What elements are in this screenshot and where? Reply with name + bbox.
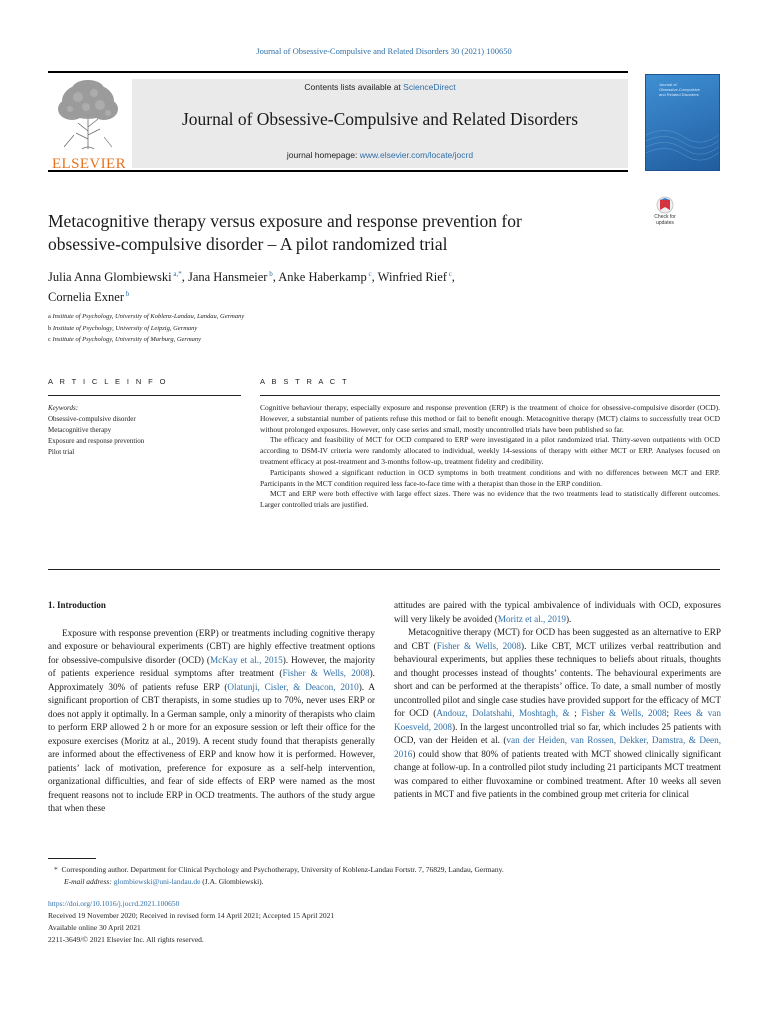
citation-link[interactable]: Andouz, Dolatshahi, Moshtagh, & bbox=[436, 708, 575, 718]
crossmark-label-line: Check for bbox=[654, 214, 676, 220]
citation-link[interactable]: Fisher & Wells, 2008 bbox=[282, 668, 370, 678]
journal-homepage-link[interactable]: www.elsevier.com/locate/jocrd bbox=[359, 150, 474, 160]
author-separator: , bbox=[181, 270, 188, 284]
affiliation-text: Institute of Psychology, University of Leipzig, Germany bbox=[52, 324, 198, 332]
received-dates: Received 19 November 2020; Received in revised form 14 April 2021; Accepted 15 April 2021 bbox=[48, 911, 335, 920]
citation-link[interactable]: Rees & van Koesveld, 2008 bbox=[394, 708, 721, 732]
cover-line: Journal of bbox=[659, 82, 677, 87]
email-note bbox=[54, 876, 724, 888]
corresponding-author-note bbox=[54, 864, 724, 876]
body-text: ). Like CBT, MCT utilizes verbal reattribution and behavioural experiments, but applies these techniques to beliefs about rituals, thoughts and thought processes instead of thoughts’ contents. The behavioural experiments are short and can be performed at the therapists’ office. To date, a small number of mostly uncontrolled pilot and single case studies have provided support for the efficacy of MCT for OCD ( bbox=[394, 640, 721, 718]
sciencedirect-link[interactable]: ScienceDirect bbox=[403, 82, 456, 92]
keywords-block bbox=[48, 403, 238, 458]
crossmark-label bbox=[648, 214, 682, 226]
keyword: Metacognitive therapy bbox=[48, 426, 112, 434]
affiliations bbox=[48, 311, 648, 346]
affiliation-key: b bbox=[48, 324, 53, 332]
keywords-label: Keywords: bbox=[48, 404, 79, 412]
affiliation-line bbox=[48, 323, 648, 335]
body-paragraph bbox=[394, 599, 721, 626]
online-date: Available online 30 April 2021 bbox=[48, 923, 141, 932]
copyright-line: 2211-3649/© 2021 Elsevier Inc. All rights reserved. bbox=[48, 935, 204, 944]
publication-info bbox=[48, 898, 648, 946]
email-label: E-mail address: bbox=[64, 877, 112, 886]
homepage-prefix: journal homepage: bbox=[286, 150, 360, 160]
citation-link[interactable]: Olatunji, Cisler, & Deacon, 2010 bbox=[227, 681, 359, 692]
article-title-line: Metacognitive therapy versus exposure and response prevention for bbox=[48, 211, 522, 231]
journal-masthead bbox=[48, 71, 628, 172]
affiliation-key: a bbox=[48, 313, 53, 320]
body-text: ). In the largest uncontrolled trial so far, which includes 25 patients with OCD, van der Heiden et al. ( bbox=[394, 721, 721, 745]
affiliation-line bbox=[48, 334, 648, 346]
body-top-rule bbox=[48, 569, 720, 570]
body-column-left bbox=[48, 599, 375, 840]
citation-link[interactable]: Fisher & Wells, 2008 bbox=[581, 708, 667, 718]
author-name[interactable]: Julia Anna Glombiewski bbox=[48, 270, 172, 284]
cover-wave-graphic bbox=[646, 75, 720, 171]
citation-link[interactable]: McKay et al., 2015 bbox=[209, 654, 283, 665]
cover-line: Obsessive-Compulsive bbox=[659, 87, 700, 92]
body-text: ). However, the majority of patients experience residual symptoms after treatment ( bbox=[48, 654, 375, 678]
homepage-line bbox=[132, 150, 628, 160]
footnote-marker: * bbox=[54, 865, 58, 874]
article-info-heading: A R T I C L E I N F O bbox=[48, 377, 168, 386]
journal-header-box bbox=[132, 79, 628, 168]
body-text: ) could show that 80% of patients treated with MCT showed clinically significant change at follow-up. In a controlled pilot study including 21 participants MCT treatment was compared to either fluvoxamine or combined treatment. After 10 weeks all seven patients in MCT and five patients in the combined group met criteria for clinical bbox=[394, 748, 721, 799]
body-text: ; bbox=[666, 708, 674, 718]
article-title bbox=[48, 210, 628, 256]
author-affiliation-marker[interactable]: c bbox=[366, 270, 372, 278]
author-name[interactable]: Winfried Rief bbox=[377, 270, 447, 284]
author-affiliation-marker[interactable]: b bbox=[267, 270, 273, 278]
body-text: ). bbox=[565, 613, 572, 624]
body-text: Metacognitive therapy (MCT) for OCD has been suggested as an alternative to ERP and CBT ( bbox=[394, 627, 721, 651]
footnotes bbox=[54, 864, 724, 888]
author-name[interactable]: Anke Haberkamp bbox=[278, 270, 367, 284]
author-list bbox=[48, 266, 648, 306]
contents-prefix: Contents lists available at bbox=[304, 82, 404, 92]
keyword: Pilot trial bbox=[48, 448, 75, 456]
article-title-line: obsessive-compulsive disorder – A pilot randomized trial bbox=[48, 234, 448, 254]
affiliation-line bbox=[48, 311, 648, 323]
journal-cover-thumbnail[interactable] bbox=[645, 74, 720, 171]
corresponding-author-text: Corresponding author. Department for Clinical Psychology and Psychotherapy, University of Koblenz-Landau Fortstr. 7, 76829, Landau, Germany. bbox=[61, 865, 504, 874]
elsevier-logo[interactable] bbox=[48, 79, 130, 171]
section-heading: 1. Introduction bbox=[48, 600, 106, 610]
body-column-right bbox=[394, 599, 721, 840]
author-affiliation-marker[interactable]: c bbox=[446, 270, 452, 278]
abstract-paragraph: MCT and ERP were both effective with large effect sizes. There was no evidence that the two treatments lead to statistically different outcomes. Larger controlled trials are justified. bbox=[260, 489, 720, 510]
abstract-heading: A B S T R A C T bbox=[260, 377, 349, 386]
running-head: Journal of Obsessive-Compulsive and Related Disorders 30 (2021) 100650 bbox=[256, 46, 512, 56]
elsevier-wordmark: ELSEVIER bbox=[51, 156, 127, 172]
body-text: Exposure with response prevention (ERP) or treatments including cognitive therapy and exposure or behavioural experiments (CBT) are highly effective treatment options for obsessive-compulsive disorder (OCD) ( bbox=[48, 627, 375, 665]
body-paragraph bbox=[48, 627, 375, 816]
author-affiliation-marker[interactable]: a,* bbox=[171, 270, 182, 278]
elsevier-tree-icon bbox=[54, 79, 122, 151]
abstract-paragraph: Cognitive behaviour therapy, especially exposure and response prevention (ERP) is the treatment of choice for obsessive-compulsive disorder (OCD). However, a substantial number of patients refuse this method or fail to benefit enough. Metacognitive therapy (MCT) claims to successfully treat OCD without prolonged exposures. However, only case series and small, mostly uncontrolled trials have been published so far. bbox=[260, 403, 720, 434]
article-info-rule bbox=[48, 395, 241, 396]
abstract-paragraph: The efficacy and feasibility of MCT for OCD compared to ERP were investigated in a pilot randomized trial. Thirty-seven outpatients with OCD according to DSM-IV criteria were randomly allocated to individual, weekly 14-sessions of therapy with either MCT or ERP. Analyses focused on treatment efficacy at post-treatment and 3-months follow-up, treatment fidelity and credibility. bbox=[260, 435, 720, 466]
abstract-text bbox=[260, 403, 720, 511]
author-name[interactable]: Cornelia Exner bbox=[48, 290, 125, 304]
doi-link[interactable]: https://doi.org/10.1016/j.jocrd.2021.100650 bbox=[48, 899, 180, 908]
abstract-rule bbox=[260, 395, 720, 396]
body-text: attitudes are paired with the typical ambivalence of individuals with OCD, exposures will very likely be avoided ( bbox=[394, 600, 721, 624]
footnote-rule bbox=[48, 858, 96, 859]
email-link[interactable]: glombiewski@uni-landau.de bbox=[113, 877, 201, 886]
author-separator: , bbox=[272, 270, 279, 284]
citation-link[interactable]: Moritz et al., 2019 bbox=[497, 613, 566, 624]
cover-line: and Related Disorders bbox=[659, 92, 699, 97]
affiliation-text: Institute of Psychology, University of Koblenz-Landau, Landau, Germany bbox=[52, 313, 245, 320]
crossmark-label-line: updates bbox=[656, 220, 674, 226]
author-name[interactable]: Jana Hansmeier bbox=[187, 270, 268, 284]
keyword: Exposure and response prevention bbox=[48, 437, 145, 445]
contents-line bbox=[132, 82, 628, 92]
journal-title: Journal of Obsessive-Compulsive and Related Disorders bbox=[181, 109, 579, 129]
author-separator: , bbox=[371, 270, 378, 284]
body-paragraph bbox=[394, 626, 721, 802]
affiliation-text: Institute of Psychology, University of Marburg, Germany bbox=[52, 336, 202, 343]
body-text: ). A significant proportion of CBT therapists, in some studies up to 70%, never uses ERP or does not apply it optimally. In a German sample, only a minority of therapists who claim to perform ERP allowed 2 h or more for an exposure session or left their office for the exposure exercises (Moritz at al., 2019). A recent study found that therapists generally are informed about the effectiveness of ERP and know how it is performed. However, patients’ lack of motivation, preference for exposure as a self-help intervention, organizational difficulties, and fear of side effects of ERP were named as the most frequent reasons not to include ERP in OCD treatments. The authors of the study argue that when these bbox=[48, 681, 375, 813]
body-text: ). Approximately 30% of patients refuse ERP ( bbox=[48, 668, 375, 692]
affiliation-key: c bbox=[48, 336, 53, 343]
citation-link[interactable]: Fisher & Wells, 2008 bbox=[436, 640, 522, 651]
body-text: ; bbox=[574, 708, 582, 718]
author-affiliation-marker[interactable]: b bbox=[124, 290, 130, 298]
author-separator: , bbox=[451, 270, 455, 284]
abstract-paragraph: Participants showed a significant reduction in OCD symptoms in both treatment conditions and with no differences between MCT and ERP. Participants in the MCT condition required less face-to-face time with a therapist than those in the ERP condition. bbox=[260, 467, 720, 488]
email-suffix: (J.A. Glombiewski). bbox=[200, 877, 264, 886]
citation-link[interactable]: van der Heiden, van Rossen, Dekker, Damstra, & Deen, 2016 bbox=[394, 735, 721, 759]
keyword: Obsessive-compulsive disorder bbox=[48, 415, 136, 423]
